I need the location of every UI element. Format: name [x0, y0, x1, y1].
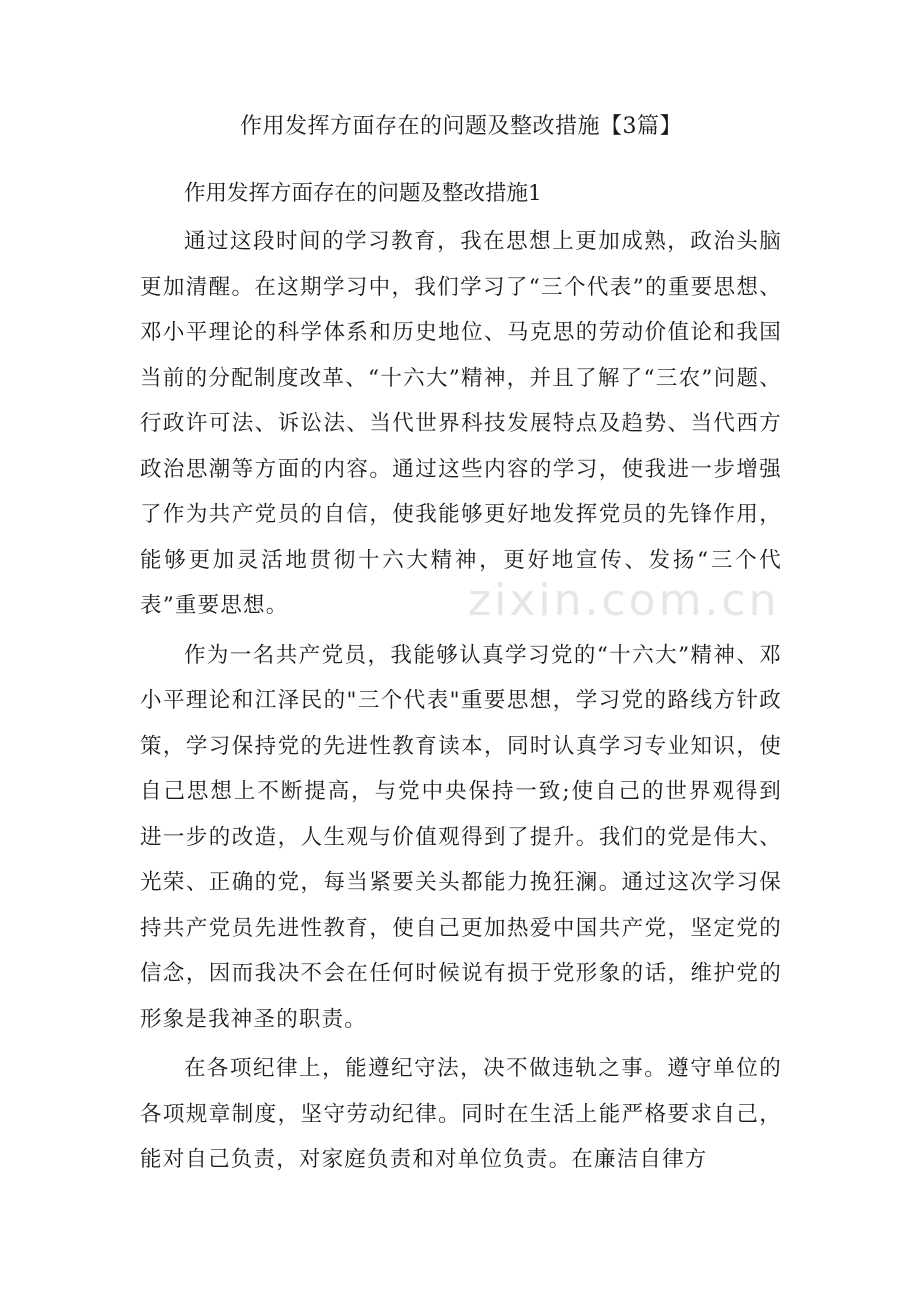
paragraph: 在各项纪律上，能遵纪守法，决不做违轨之事。遵守单位的各项规章制度，坚守劳动纪律。同时在生活上能严格要求自己，能对自己负责，对家庭负责和对单位负责。在廉洁自律方 [140, 1056, 782, 1172]
watermark-logo: zixin.com.cn [468, 575, 780, 626]
paragraph: 通过这段时间的学习教育，我在思想上更加成熟，政治头脑更加清醒。在这期学习中，我们学习了“三个代表”的重要思想、邓小平理论的科学体系和历史地位、马克思的劳动价值论和我国当前的分配制度改革、“十六大”精神，并且了解了“三农”问题、行政许可法、诉讼法、当代世界科技发展特点及趋势、当代西方政治思潮等方面的内容。通过这些内容的学习，使我进一步增强了作为共产党员的自信，使我能够更好地发挥党员的先锋作用，能够更加灵活地贯彻十六大精神，更好地宣传、发扬“三个代表”重要思想。 [140, 229, 782, 618]
paragraph: 作为一名共产党员，我能够认真学习党的“十六大”精神、邓小平理论和江泽民的"三个代表"重要思想，学习党的路线方针政策，学习保持党的先进性教育读本，同时认真学习专业知识，使自己思想上不断提高，与党中央保持一致;使自己的世界观得到进一步的改造，人生观与价值观得到了提升。我们的党是伟大、光荣、正确的党，每当紧要关头都能力挽狂澜。通过这次学习保持共产党员先进性教育，使自己更加热爱中国共产党，坚定党的信念，因而我决不会在任何时候说有损于党形象的话，维护党的形象是我神圣的职责。 [140, 642, 782, 1032]
document-title: 作用发挥方面存在的问题及整改措施【3篇】 [240, 114, 682, 139]
document-page [140, 0, 782, 1302]
document-body [140, 219, 782, 1187]
section-heading: 作用发挥方面存在的问题及整改措施1 [184, 181, 542, 206]
